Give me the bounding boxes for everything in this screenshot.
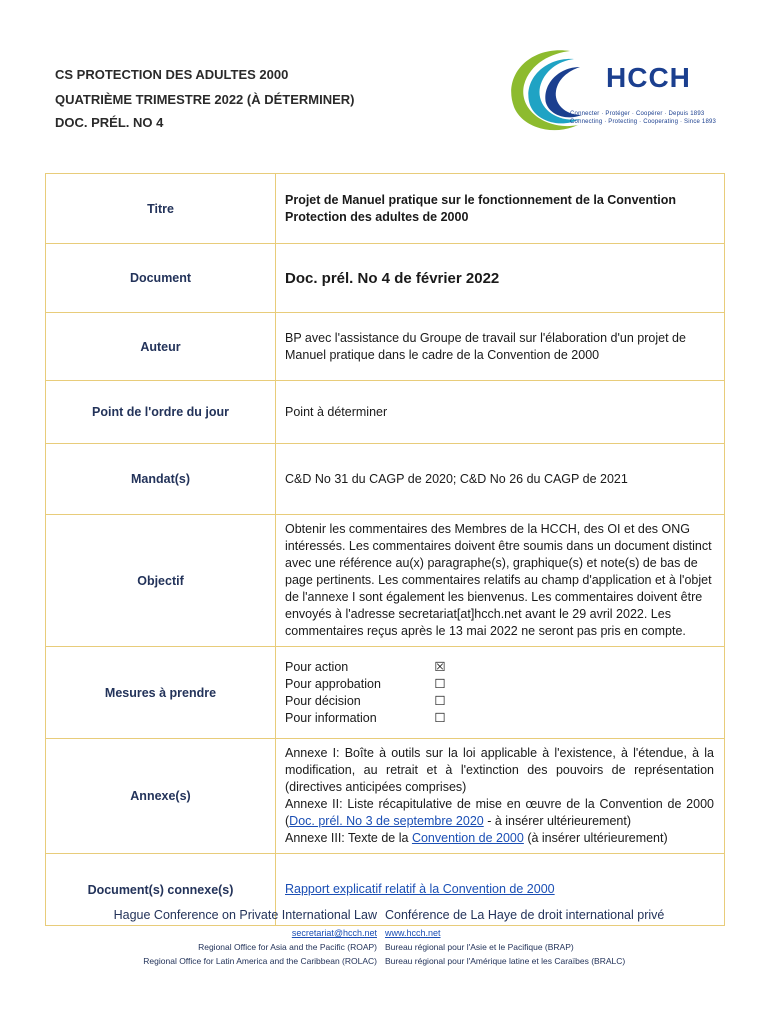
doc-reference: DOC. PRÉL. NO 4 (55, 115, 164, 130)
hcch-logo (500, 45, 717, 135)
footer-roap-fr: Bureau régional pour l'Asie et le Pacifique (BRAP) (385, 942, 574, 952)
mandate-label: Mandat(s) (46, 444, 276, 515)
annex-1: Annexe I: Boîte à outils sur la loi applicable à l'existence, à l'étendue, à la modification, au retrait et à l'extinction des pouvoirs de représentation (directives anticipées comprises) (285, 746, 714, 794)
measures-list (276, 647, 725, 739)
annex-list (276, 739, 725, 854)
measure-label: Pour information (285, 710, 377, 725)
measures-label: Mesures à prendre (46, 647, 276, 739)
convention-2000-link[interactable]: Convention de 2000 (411, 831, 524, 845)
footer-org-fr: Conférence de La Haye de droit international privé (385, 908, 665, 922)
checkbox-checked-icon[interactable]: ☒ (434, 659, 446, 674)
logo-tagline-en: Connecting · Protecting · Cooperating · Since 1893 (570, 119, 717, 125)
footer-email-link[interactable]: secretariat@hcch.net (291, 928, 377, 938)
related-docs-label: Document(s) connexe(s) (46, 854, 276, 926)
checkbox-icon[interactable]: ☐ (434, 693, 446, 708)
agenda-value: Point à déterminer (276, 381, 725, 444)
logo-tagline-fr: Connecter · Protéger · Coopérer · Depuis 1893 (570, 111, 705, 117)
measure-item (285, 710, 714, 727)
checkbox-icon[interactable]: ☐ (434, 676, 446, 691)
measure-label: Pour approbation (285, 676, 381, 691)
annex-2: Annexe II: Liste récapitulative de mise en œuvre de la Convention de 2000 (Doc. prél. No 3 de septembre 2020 - à insérer ultérieurement) (285, 797, 714, 828)
meeting-date: QUATRIÈME TRIMESTRE 2022 (À DÉTERMINER) (55, 92, 355, 107)
document-value: Doc. prél. No 4 de février 2022 (276, 244, 725, 313)
committee-title: CS PROTECTION DES ADULTES 2000 (55, 67, 289, 82)
agenda-label: Point de l'ordre du jour (46, 381, 276, 444)
annex-label: Annexe(s) (46, 739, 276, 854)
measure-item (285, 659, 714, 676)
annex-3: Annexe III: Texte de la Convention de 2000 (à insérer ultérieurement) (285, 831, 668, 845)
prel-doc-3-link[interactable]: Doc. prél. No 3 de septembre 2020 (289, 814, 484, 828)
footer-rolac-en: Regional Office for Latin America and the Caribbean (ROLAC) (143, 956, 377, 966)
explanatory-report-link[interactable]: Rapport explicatif relatif à la Convention de 2000 (285, 882, 555, 896)
hcch-wordmark: HCCH (606, 62, 691, 93)
footer-rolac-fr: Bureau régional pour l'Amérique latine et les Caraïbes (BRALC) (385, 956, 626, 966)
mandate-value: C&D No 31 du CAGP de 2020; C&D No 26 du CAGP de 2021 (276, 444, 725, 515)
footer-website-link[interactable]: www.hcch.net (385, 928, 441, 938)
title-label: Titre (46, 174, 276, 244)
title-value: Projet de Manuel pratique sur le fonctionnement de la Convention Protection des adultes de 2000 (276, 174, 725, 244)
measure-item (285, 693, 714, 710)
measure-label: Pour action (285, 659, 349, 674)
footer-org-en: Hague Conference on Private International Law (113, 908, 377, 922)
author-value: BP avec l'assistance du Groupe de travail sur l'élaboration d'un projet de Manuel pratique dans le cadre de la Convention de 2000 (276, 313, 725, 381)
author-label: Auteur (46, 313, 276, 381)
measure-item (285, 676, 714, 693)
checkbox-icon[interactable]: ☐ (434, 710, 446, 725)
footer-roap-en: Regional Office for Asia and the Pacific (ROAP) (198, 942, 377, 952)
objective-label: Objectif (46, 515, 276, 647)
document-label: Document (46, 244, 276, 313)
document-info-table (45, 173, 725, 926)
objective-value: Obtenir les commentaires des Membres de la HCCH, des OI et des ONG intéressés. Les commentaires doivent être soumis dans un document distinct avec une référence au(x) paragraphe(s), graphique(s) et note(s) de bas de page pertinents. Les commentaires relatifs au champ d'application et à l'objet de l'annexe I sont également les bienvenus. Les commentaires doivent être envoyés à l'adresse secretariat[at]hcch.net avant le 29 avril 2022. Les commentaires reçus après le 13 mai 2022 ne seront pas pris en compte. (276, 515, 725, 647)
measure-label: Pour décision (285, 693, 361, 708)
